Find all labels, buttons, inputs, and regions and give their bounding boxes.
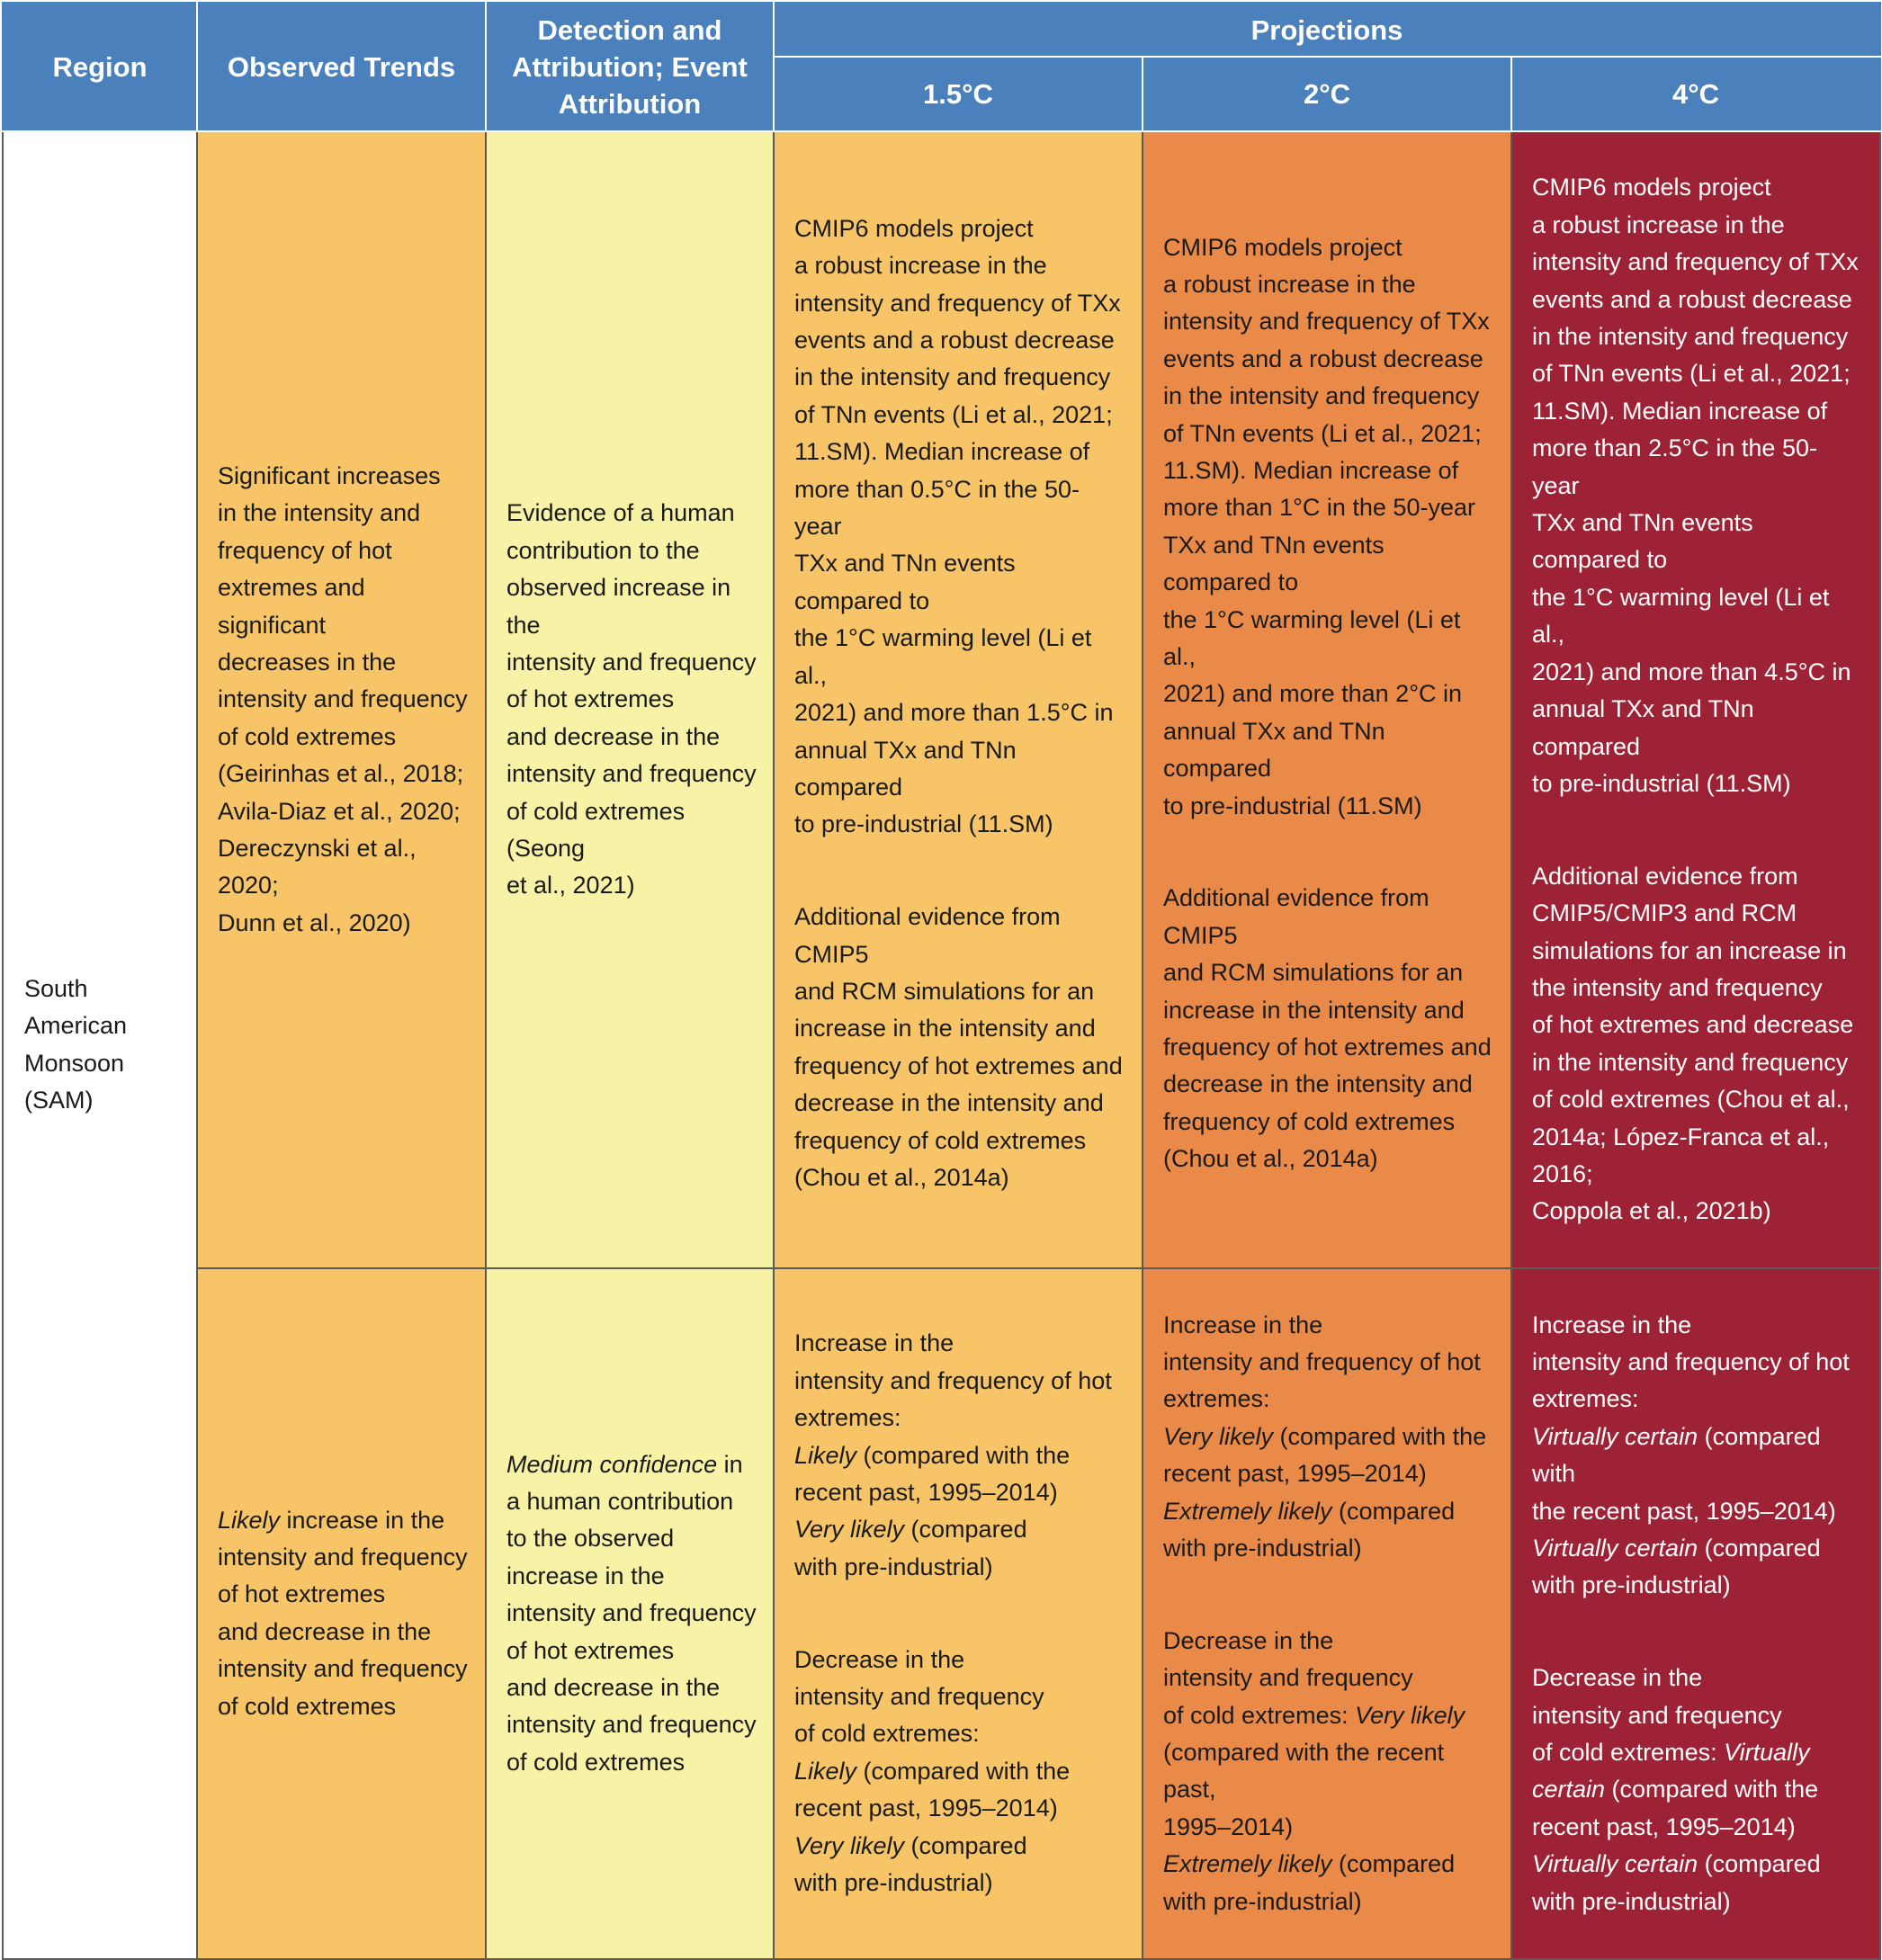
row1-projection-2c <box>1143 131 1511 1268</box>
row2-observed-text: increase in the intensity and frequency of hot extremes and decrease in the intensity and frequency of cold extremes <box>218 1506 468 1720</box>
hot-intro: Increase in the intensity and frequency of hot extremes: <box>1163 1311 1481 1413</box>
row2-projection-1-5c <box>774 1268 1143 1958</box>
row1-detection: Evidence of a human contribution to the observed increase in the intensity and frequency of hot extremes and decrease in the intensity and frequency of cold extremes (Seong et al., 2021) <box>486 131 774 1268</box>
row2-detection <box>486 1268 774 1958</box>
row2-1-5c-hot <box>794 1325 1125 1586</box>
cold-intro: Decrease in the intensity and frequency of cold extremes: <box>1163 1626 1413 1729</box>
row2-4c-hot <box>1532 1307 1863 1605</box>
cold-preindustrial-text: (compared with pre-industrial) <box>1163 1850 1456 1915</box>
row1-1-5c-additional: Additional evidence from CMIP5 and RCM simulations for an increase in the intensity and frequency of hot extremes and decrease in the intensity and frequency of cold extremes (Chou et al., 2014a) <box>794 903 1123 1191</box>
hot-preindustrial-text: (compared with pre-industrial) <box>1163 1497 1456 1562</box>
cold-likelihood-recent: Likely <box>794 1757 857 1785</box>
row1-4c-cmip6: CMIP6 models project a robust increase in the intensity and frequency of TXx events and a robust decrease in the intensity and frequency of TNn events (Li et al., 2021; 11.SM). Median increase of more than 2.5°C in the 50-year TXx and TNn events compared to the 1°C warming level (Li et al., 2021) and more than 4.5°C in annual TXx and TNn compared to pre-industrial (11.SM) <box>1532 174 1859 797</box>
row2-projection-2c <box>1143 1268 1511 1958</box>
hot-likelihood-recent: Likely <box>794 1441 857 1469</box>
row1-observed: Significant increases in the intensity and frequency of hot extremes and significant decreases in the intensity and frequency of cold extremes (Geirinhas et al., 2018; Avila-Diaz et al., 2020; Dereczynski et al., 2020; Dunn et al., 2020) <box>197 131 486 1268</box>
hot-recent-text: (compared with the recent past, 1995–2014) <box>794 1441 1071 1506</box>
row2-4c-cold <box>1532 1660 1863 1920</box>
row2-detection-confidence: Medium confidence <box>506 1450 718 1478</box>
cold-recent-text: (compared with the recent past, 1995–2014) <box>794 1757 1071 1822</box>
cold-intro: Decrease in the intensity and frequency of cold extremes: <box>1532 1664 1782 1767</box>
cold-intro: Decrease in the intensity and frequency of cold extremes: <box>794 1645 1044 1748</box>
hot-likelihood-recent: Virtually certain <box>1532 1422 1698 1450</box>
hot-preindustrial-text: (compared with pre-industrial) <box>1532 1535 1821 1599</box>
row1-1-5c-cmip6: CMIP6 models project a robust increase in the intensity and frequency of TXx events and a robust decrease in the intensity and frequency of TNn events (Li et al., 2021; 11.SM). Median increase of more than 0.5°C in the 50-year TXx and TNn events compared to the 1°C warming level (Li et al., 2021) and more than 1.5°C in annual TXx and TNn compared to pre-industrial (11.SM) <box>794 214 1121 838</box>
hot-likelihood-preindustrial: Virtually certain <box>1532 1535 1698 1562</box>
cold-likelihood-preindustrial: Extremely likely <box>1163 1850 1332 1878</box>
row2-2c-hot <box>1163 1307 1494 1568</box>
cold-likelihood-preindustrial: Very likely <box>794 1831 905 1859</box>
cold-preindustrial-text: (compared with pre-industrial) <box>1532 1850 1821 1915</box>
hot-recent-text: (compared with the recent past, 1995–2014) <box>1532 1422 1836 1525</box>
header-region: Region <box>3 3 197 131</box>
cold-likelihood-preindustrial: Virtually certain <box>1532 1850 1698 1878</box>
cold-recent-text: (compared with the recent past, 1995–2014) <box>1163 1739 1445 1840</box>
assessment-table <box>2 2 1881 1960</box>
row1-2c-additional: Additional evidence from CMIP5 and RCM simulations for an increase in the intensity and frequency of hot extremes and decrease in the intensity and frequency of cold extremes (Chou et al., 2014a) <box>1163 884 1492 1173</box>
row1-4c-additional: Additional evidence from CMIP5/CMIP3 and RCM simulations for an increase in the intensity and frequency of hot extremes and decrease in the intensity and frequency of cold extremes (Chou et al., 2014a; López-Franca et al., 2016; Coppola et al., 2021b) <box>1532 862 1854 1225</box>
cold-likelihood-recent: Very likely <box>1355 1701 1465 1729</box>
header-2c: 2°C <box>1143 57 1511 131</box>
hot-likelihood-preindustrial: Extremely likely <box>1163 1497 1332 1525</box>
row2-detection-text: in a human contribution to the observed increase in the intensity and frequency of hot extremes and decrease in the intensity and frequency of cold extremes <box>506 1450 757 1776</box>
header-4c: 4°C <box>1511 57 1880 131</box>
row1-projection-4c <box>1511 131 1880 1268</box>
row1-2c-cmip6: CMIP6 models project a robust increase in the intensity and frequency of TXx events and a robust decrease in the intensity and frequency of TNn events (Li et al., 2021; 11.SM). Median increase of more than 1°C in the 50-year TXx and TNn events compared to the 1°C warming level (Li et al., 2021) and more than 2°C in annual TXx and TNn compared to pre-industrial (11.SM) <box>1163 233 1490 819</box>
row2-observed-likelihood: Likely <box>218 1506 281 1534</box>
cold-preindustrial-text: (compared with pre-industrial) <box>794 1831 1027 1896</box>
row2-2c-cold <box>1163 1623 1494 1920</box>
header-observed-trends: Observed Trends <box>197 3 486 131</box>
hot-preindustrial-text: (compared with pre-industrial) <box>794 1516 1027 1580</box>
row2-projection-4c <box>1511 1268 1880 1958</box>
hot-intro: Increase in the intensity and frequency of hot extremes: <box>1532 1311 1850 1413</box>
cold-likelihood-recent: Virtually certain <box>1532 1739 1810 1803</box>
row1-projection-1-5c <box>774 131 1143 1268</box>
region-cell: South American Monsoon (SAM) <box>3 131 197 1959</box>
header-projections: Projections <box>774 3 1880 57</box>
row2-observed <box>197 1268 486 1958</box>
cold-recent-text: (compared with the recent past, 1995–2014) <box>1532 1776 1819 1840</box>
header-detection-attribution: Detection and Attribution; Event Attribution <box>486 3 774 131</box>
hot-likelihood-recent: Very likely <box>1163 1422 1274 1450</box>
hot-intro: Increase in the intensity and frequency of hot extremes: <box>794 1329 1112 1432</box>
row2-1-5c-cold <box>794 1642 1125 1902</box>
hot-recent-text: (compared with the recent past, 1995–2014) <box>1163 1422 1487 1488</box>
hot-likelihood-preindustrial: Very likely <box>794 1516 905 1544</box>
header-1-5c: 1.5°C <box>774 57 1143 131</box>
